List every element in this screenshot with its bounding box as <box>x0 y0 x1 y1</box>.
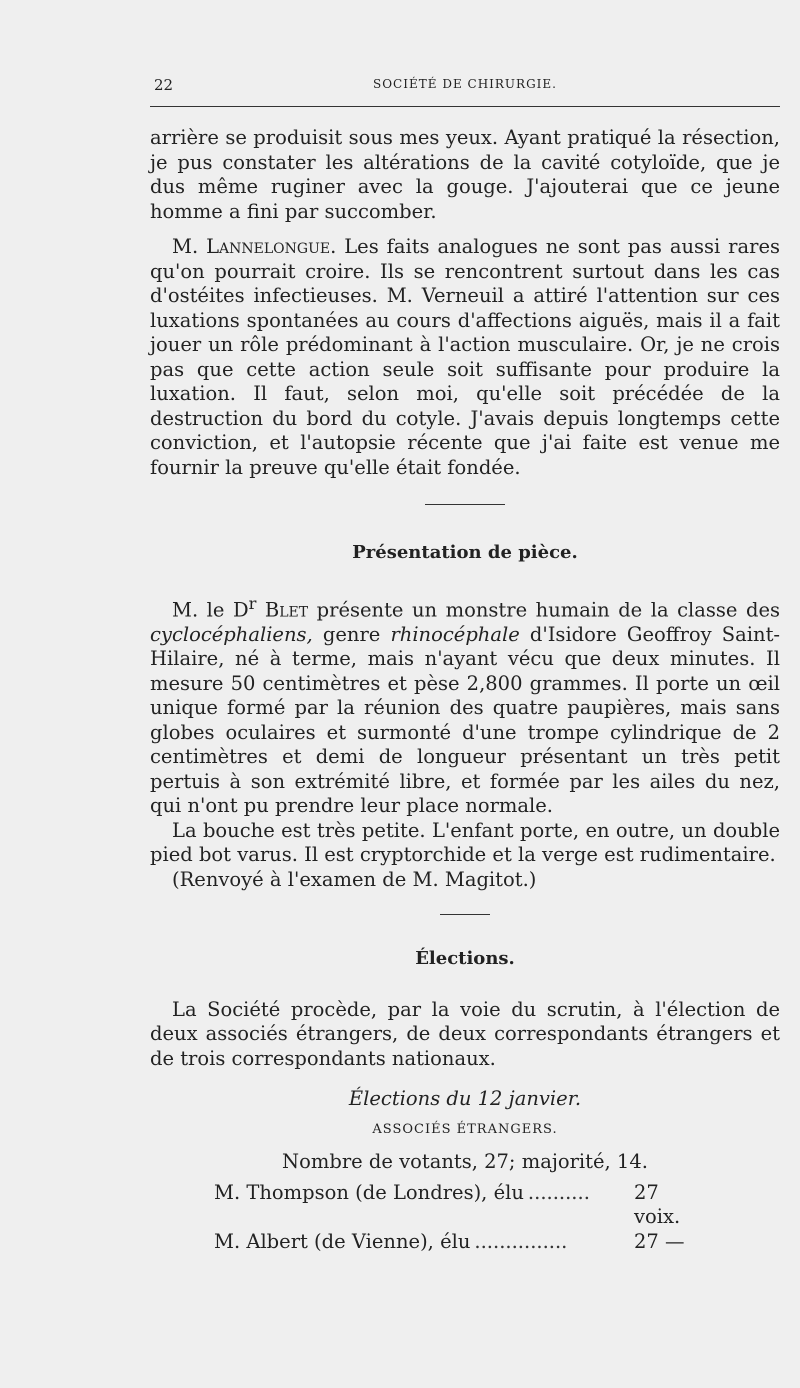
vote-count: 27 — <box>634 1229 685 1253</box>
text-run: présente un monstre humain de la classe des <box>308 598 781 621</box>
candidate-name: M. Albert (de Vienne), élu <box>214 1229 471 1253</box>
leader-dots: ............... <box>474 1229 568 1253</box>
paragraph-text: Les faits analogues ne sont pas aussi rares qu'on pourrait croire. Ils se rencontrent surtout dans les cas d'ostéites infectieuses. M. Verneuil a attiré l'attention sur ces luxations spontanées au cours d'affections aiguës, mais il a fait jouer un rôle prédominant à l'action musculaire. Or, je ne crois pas que cette action seule soit suffisante pour produire la luxation. Il faut, selon moi, qu'elle soit précédée de la destruction du bord du cotyle. J'avais depuis longtemps cette conviction, et l'autopsie récente que j'ai faite est venue me fournir la preuve qu'elle était fondée. <box>150 235 780 479</box>
page-header <box>150 76 780 98</box>
election-result-row <box>214 1181 704 1230</box>
italic-term: rhinocéphale <box>390 622 520 646</box>
paragraph-referral: (Renvoyé à l'examen de M. Magitot.) <box>172 867 537 891</box>
associates-heading: ASSOCIÉS ÉTRANGERS. <box>372 1121 558 1137</box>
paragraph-lannelongue <box>150 235 780 480</box>
section-title-presentation: Présentation de pièce. <box>352 542 578 563</box>
page-number: 22 <box>154 76 174 94</box>
text-run: genre <box>312 622 391 646</box>
running-title: SOCIÉTÉ DE CHIRURGIE. <box>373 77 557 91</box>
page-body <box>150 126 780 1254</box>
speaker-prefix: M. <box>172 235 199 258</box>
paragraph-elections: La Société procède, par la voie du scrutin, à l'élection de deux associés étrangers, de deux correspondants étrangers et de trois correspondants nationaux. <box>150 997 780 1070</box>
person-name: Blet <box>256 598 309 621</box>
section-title-elections: Élections. <box>415 948 515 969</box>
italic-term: cyclocéphaliens, <box>150 622 313 646</box>
speaker-name: Lannelongue. <box>206 235 337 258</box>
header-rule <box>150 106 780 107</box>
voters-line: Nombre de votants, 27; majorité, 14. <box>282 1150 648 1173</box>
election-result-row <box>214 1230 704 1255</box>
text-run: d'Isidore Geoffroy Saint-Hilaire, né à terme, mais n'ayant vécu que deux minutes. Il mesure 50 centimètres et pèse 2,800 grammes. Il porte un œil unique formé par la réunion des quatre paupières, mais sans globes oculaires et surmonté d'une trompe cylindrique de 2 centimètres et demi de longueur présentant un très petit pertuis à son extrémité libre, et formée par les ailes du nez, qui n'ont pu prendre leur place normale. <box>150 622 780 817</box>
leader-dots: .......... <box>527 1180 590 1204</box>
superscript: r <box>248 593 257 613</box>
subsection-title: Élections du 12 janvier. <box>348 1087 582 1110</box>
vote-count: 27 voix. <box>634 1180 681 1228</box>
candidate-name: M. Thompson (de Londres), élu <box>214 1180 524 1204</box>
paragraph-continuation: arrière se produisit sous mes yeux. Ayant pratiqué la résection, je pus constater les altérations de la cavité cotyloïde, que je dus même ruginer avec la gouge. J'ajouterai que ce jeune homme a fini par succomber. <box>150 126 780 223</box>
paragraph-mouth: La bouche est très petite. L'enfant porte, en outre, un double pied bot varus. Il est cryptorchide et la verge est rudimentaire. <box>150 818 780 866</box>
text-run: M. le D <box>172 598 249 621</box>
paragraph-blet <box>150 592 780 819</box>
